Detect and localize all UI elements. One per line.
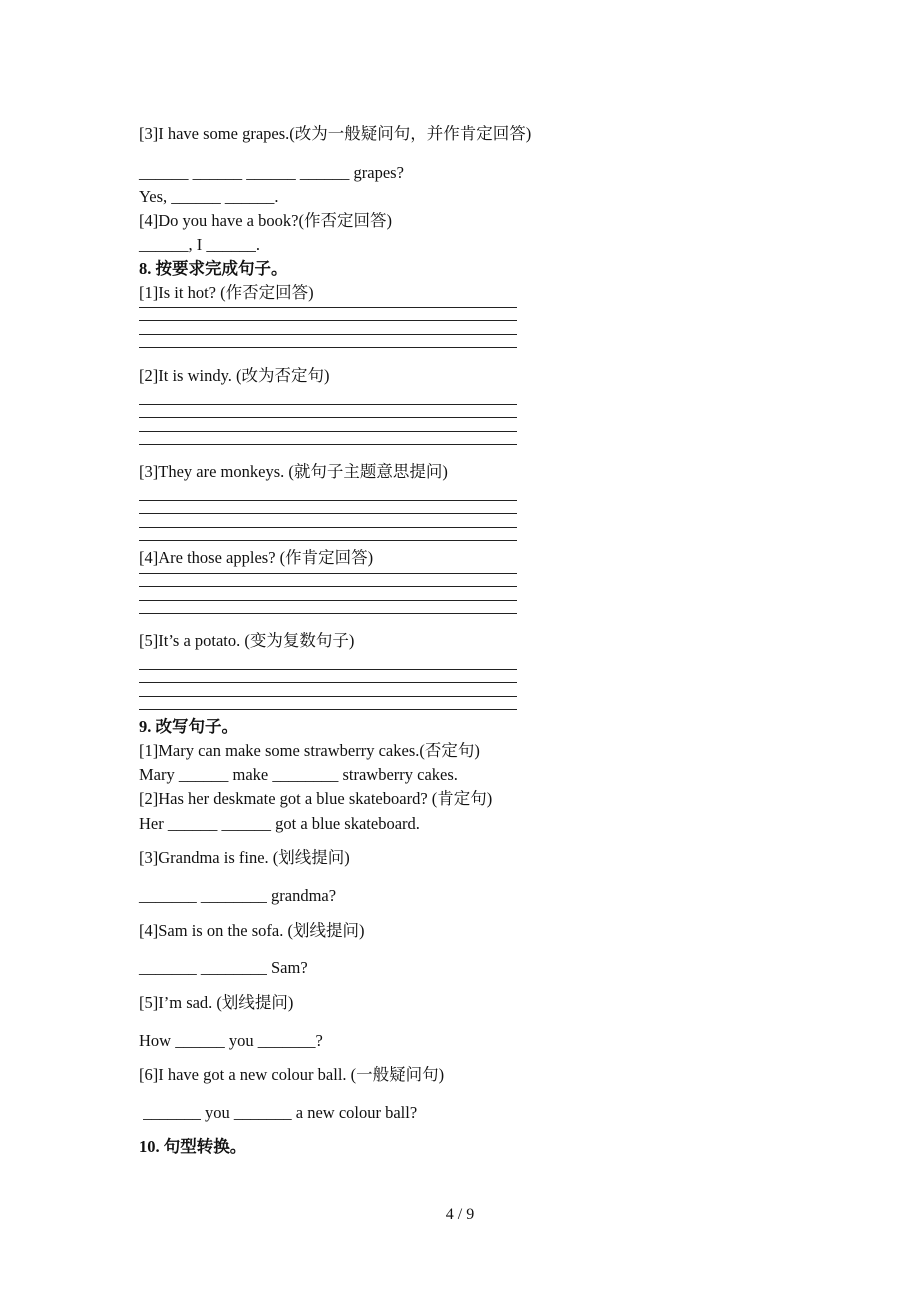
answer-rule[interactable] xyxy=(139,527,517,528)
answer-rule[interactable] xyxy=(139,334,517,335)
answer-rule[interactable] xyxy=(139,431,517,432)
question-9-1-prompt: [1]Mary can make some strawberry cakes.(否定句) xyxy=(139,741,480,760)
answer-rule[interactable] xyxy=(139,307,517,308)
question-9-4-answer[interactable]: _______ ________ Sam? xyxy=(139,958,308,977)
question-9-6-answer[interactable]: _______ you _______ a new colour ball? xyxy=(139,1103,418,1122)
answer-rule[interactable] xyxy=(139,417,517,418)
question-9-1-answer[interactable]: Mary ______ make ________ strawberry cakes. xyxy=(139,765,458,784)
answer-rule[interactable] xyxy=(139,347,517,348)
question-9-4-prompt: [4]Sam is on the sofa. (划线提问) xyxy=(139,921,365,940)
answer-rule[interactable] xyxy=(139,682,517,683)
question-8-3-prompt: [3]They are monkeys. (就句子主题意思提问) xyxy=(139,462,448,481)
answer-rule[interactable] xyxy=(139,586,517,587)
question-9-2-answer[interactable]: Her ______ ______ got a blue skateboard. xyxy=(139,814,420,833)
question-8-1-prompt: [1]Is it hot? (作否定回答) xyxy=(139,283,314,302)
section-9-title: 9. 改写句子。 xyxy=(139,717,238,736)
page-number: 4 / 9 xyxy=(445,1206,475,1223)
question-8-5-prompt: [5]It’s a potato. (变为复数句子) xyxy=(139,631,355,650)
question-7-4-prompt: [4]Do you have a book?(作否定回答) xyxy=(139,211,392,230)
question-7-3-prompt: [3]I have some grapes.(改为一般疑问句，并作肯定回答) xyxy=(139,124,532,143)
answer-rule[interactable] xyxy=(139,500,517,501)
section-8-title: 8. 按要求完成句子。 xyxy=(139,259,288,278)
question-7-3-answer-line-2[interactable]: Yes, ______ ______. xyxy=(139,187,279,206)
question-9-2-prompt: [2]Has her deskmate got a blue skateboard? (肯定句) xyxy=(139,789,493,808)
question-7-4-answer-line[interactable]: ______, I ______. xyxy=(139,235,260,254)
answer-rule[interactable] xyxy=(139,404,517,405)
answer-rule[interactable] xyxy=(139,709,517,710)
question-9-6-prompt: [6]I have got a new colour ball. (一般疑问句) xyxy=(139,1065,445,1084)
question-9-5-answer[interactable]: How ______ you _______? xyxy=(139,1031,323,1050)
answer-rule[interactable] xyxy=(139,696,517,697)
answer-rule[interactable] xyxy=(139,320,517,321)
question-8-4-prompt: [4]Are those apples? (作肯定回答) xyxy=(139,548,374,567)
answer-rule[interactable] xyxy=(139,600,517,601)
answer-rule[interactable] xyxy=(139,669,517,670)
answer-rule[interactable] xyxy=(139,513,517,514)
question-9-3-prompt: [3]Grandma is fine. (划线提问) xyxy=(139,848,350,867)
question-8-2-prompt: [2]It is windy. (改为否定句) xyxy=(139,366,330,385)
question-7-3-answer-line-1[interactable]: ______ ______ ______ ______ grapes? xyxy=(139,163,404,182)
answer-rule[interactable] xyxy=(139,444,517,445)
question-9-5-prompt: [5]I’m sad. (划线提问) xyxy=(139,993,294,1012)
section-10-title: 10. 句型转换。 xyxy=(139,1137,247,1156)
answer-rule[interactable] xyxy=(139,540,517,541)
answer-rule[interactable] xyxy=(139,613,517,614)
answer-rule[interactable] xyxy=(139,573,517,574)
question-9-3-answer[interactable]: _______ ________ grandma? xyxy=(139,886,337,905)
